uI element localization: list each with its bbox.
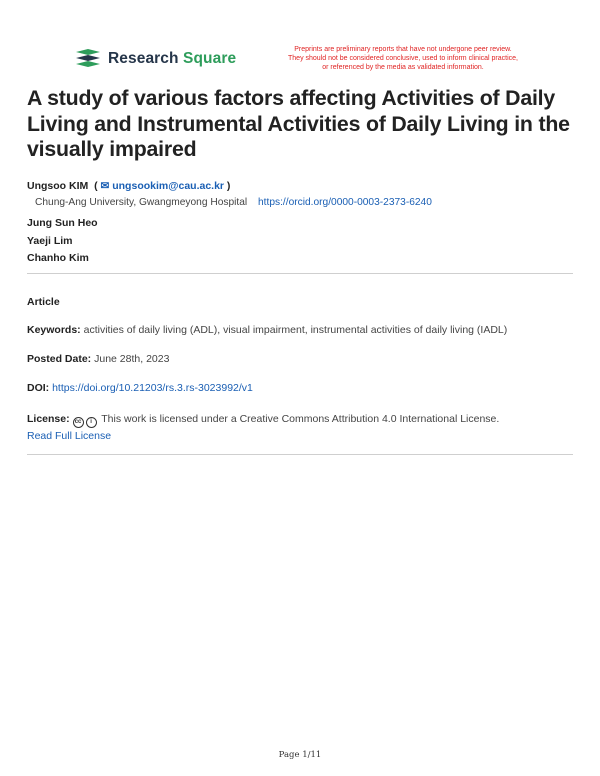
author-item: Jung Sun Heo bbox=[27, 217, 98, 229]
affiliation bbox=[35, 197, 432, 208]
doi-label: DOI: bbox=[27, 382, 50, 394]
doi-link[interactable]: https://doi.org/10.21203/rs.3.rs-3023992/v1 bbox=[52, 382, 253, 394]
corresponding-author: Ungsoo KIM ( ✉ ungsookim@cau.ac.kr ) bbox=[27, 180, 231, 192]
read-full-license-link[interactable]: Read Full License bbox=[27, 430, 112, 442]
posted-date-value: June 28th, 2023 bbox=[94, 353, 170, 365]
envelope-icon: ✉ bbox=[100, 180, 110, 192]
research-square-logo-icon bbox=[74, 48, 102, 70]
license bbox=[27, 411, 573, 444]
keywords-label: Keywords: bbox=[27, 324, 81, 336]
keywords bbox=[27, 322, 573, 338]
paper-title: A study of various factors affecting Activities of Daily Living and Instrumental Activities of Daily Living in the visually impaired bbox=[27, 86, 570, 161]
divider bbox=[27, 454, 573, 455]
notice-line: Preprints are preliminary reports that have not undergone peer review. bbox=[294, 46, 512, 53]
research-square-logo[interactable] bbox=[74, 48, 236, 70]
posted-date-label: Posted Date: bbox=[27, 353, 92, 365]
article-type: Article bbox=[27, 296, 60, 308]
email-link[interactable]: ✉ ungsookim@cau.ac.kr bbox=[100, 180, 225, 192]
page-number: Page 1/11 bbox=[278, 750, 322, 760]
divider bbox=[27, 273, 573, 274]
author-item: Chanho Kim bbox=[27, 252, 89, 264]
preprint-notice bbox=[268, 45, 538, 72]
affiliation-text: Chung-Ang University, Gwangmeyong Hospital bbox=[35, 197, 248, 208]
notice-line: They should not be considered conclusive, used to inform clinical practice, bbox=[288, 55, 518, 62]
author-name: Ungsoo KIM bbox=[27, 180, 89, 192]
brand-name: Research Square bbox=[108, 50, 237, 67]
notice-line: or referenced by the media as validated information. bbox=[322, 64, 484, 71]
cc-by-icon: i bbox=[86, 417, 97, 428]
doi bbox=[27, 380, 573, 396]
orcid-link[interactable]: https://orcid.org/0000-0003-2373-6240 bbox=[258, 197, 432, 208]
author-item: Yaeji Lim bbox=[27, 235, 73, 247]
license-text: This work is licensed under a Creative Commons Attribution 4.0 International License. bbox=[101, 413, 500, 425]
license-label: License: bbox=[27, 413, 70, 425]
posted-date bbox=[27, 351, 573, 367]
keywords-value: activities of daily living (ADL), visual impairment, instrumental activities of daily living (IADL) bbox=[83, 324, 508, 336]
cc-icon: cc bbox=[73, 417, 84, 428]
